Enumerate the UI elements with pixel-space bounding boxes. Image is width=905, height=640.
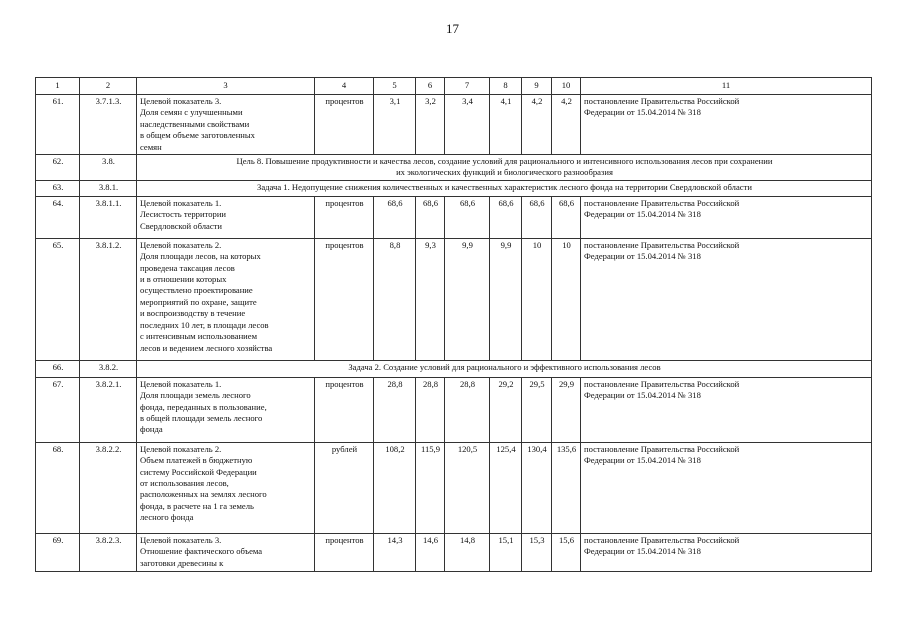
source-cell: [581, 196, 872, 238]
indicators-table: [35, 77, 872, 572]
value-cell: 3,1: [374, 95, 416, 155]
table-body: [36, 78, 872, 572]
row-code-cell: 3.8.2.2.: [80, 442, 137, 533]
indicator-text-line: Целевой показатель 2.: [140, 443, 222, 454]
indicator-text-line: от использования лесов,: [140, 478, 229, 489]
value-cell: 130,4: [522, 442, 552, 533]
source-text-line: постановление Правительства Российской: [584, 197, 740, 208]
value-cell: 9,9: [445, 238, 490, 360]
row-code-cell: 3.8.1.2.: [80, 238, 137, 360]
indicator-text-line: Свердловской области: [140, 220, 223, 231]
row-number-cell: 69.: [36, 533, 80, 571]
indicator-cell: [137, 95, 315, 155]
source-cell: [581, 533, 872, 571]
row-number-cell: 65.: [36, 238, 80, 360]
indicator-text-line: лесного фонда: [140, 512, 194, 523]
indicator-text-line: Объем платежей в бюджетную: [140, 455, 253, 466]
indicator-cell: [137, 377, 315, 442]
row-code-cell: 3.8.2.1.: [80, 377, 137, 442]
unit-cell: рублей: [315, 442, 374, 533]
value-cell: 10: [552, 238, 581, 360]
table-row: [36, 360, 872, 377]
goal-cell: [137, 155, 872, 181]
source-text-line: постановление Правительства Российской: [584, 96, 740, 106]
value-cell: 68,6: [445, 196, 490, 238]
indicator-text-line: с интенсивным использованием: [140, 331, 258, 342]
indicator-text-line: систему Российской Федерации: [140, 466, 257, 477]
row-number-cell: 62.: [36, 155, 80, 181]
table-row: [36, 180, 872, 196]
source-text-line: постановление Правительства Российской: [584, 239, 740, 250]
row-code-cell: 3.8.2.3.: [80, 533, 137, 571]
value-cell: 125,4: [490, 442, 522, 533]
value-cell: 15,1: [490, 533, 522, 571]
indicator-text-line: и в отношении которых: [140, 274, 227, 285]
column-number: 9: [522, 78, 552, 95]
value-cell: 15,3: [522, 533, 552, 571]
table-row: [36, 533, 872, 571]
value-cell: 68,6: [416, 196, 445, 238]
value-cell: 29,5: [522, 377, 552, 442]
indicator-text-line: фонда, в расчете на 1 га земель: [140, 500, 254, 511]
indicator-text-line: осуществлено проектирование: [140, 285, 253, 296]
table-row: [36, 442, 872, 533]
source-text-line: Федерации от 15.04.2014 № 318: [584, 455, 701, 466]
indicator-cell: [137, 238, 315, 360]
row-number-cell: 66.: [36, 360, 80, 377]
source-cell: [581, 238, 872, 360]
value-cell: 9,9: [490, 238, 522, 360]
source-text-line: Федерации от 15.04.2014 № 318: [584, 107, 701, 118]
indicator-text-line: Целевой показатель 1.: [140, 197, 222, 208]
value-cell: 120,5: [445, 442, 490, 533]
value-cell: 14,3: [374, 533, 416, 571]
row-code-cell: 3.8.1.1.: [80, 196, 137, 238]
unit-cell: процентов: [315, 95, 374, 155]
column-number: 6: [416, 78, 445, 95]
source-text-line: Федерации от 15.04.2014 № 318: [584, 251, 701, 262]
indicator-text-line: Доля площади земель лесного: [140, 390, 251, 401]
row-number-cell: 67.: [36, 377, 80, 442]
value-cell: 4,2: [552, 95, 581, 155]
value-cell: 68,6: [552, 196, 581, 238]
indicator-text-line: фонда: [140, 424, 163, 435]
value-cell: 28,8: [374, 377, 416, 442]
row-number-cell: 64.: [36, 196, 80, 238]
value-cell: 108,2: [374, 442, 416, 533]
row-number-cell: 63.: [36, 180, 80, 196]
value-cell: 115,9: [416, 442, 445, 533]
indicator-text-line: расположенных на землях лесного: [140, 489, 267, 500]
value-cell: 14,6: [416, 533, 445, 571]
task-cell: Задача 2. Создание условий для рационального и эффективного использования лесов: [137, 360, 872, 377]
page-number: 17: [446, 21, 459, 36]
row-code-cell: 3.8.: [80, 155, 137, 181]
indicator-text-line: заготовки древесины к: [140, 557, 224, 568]
value-cell: 3,2: [416, 95, 445, 155]
row-code-cell: 3.8.1.: [80, 180, 137, 196]
value-cell: 29,2: [490, 377, 522, 442]
column-number: 1: [36, 78, 80, 95]
column-number: 8: [490, 78, 522, 95]
source-text-line: Федерации от 15.04.2014 № 318: [584, 390, 701, 401]
indicator-text-line: Целевой показатель 1.: [140, 378, 222, 389]
unit-cell: процентов: [315, 377, 374, 442]
value-cell: 68,6: [374, 196, 416, 238]
indicator-cell: [137, 533, 315, 571]
indicator-cell: [137, 196, 315, 238]
indicator-text-line: проведена таксация лесов: [140, 262, 235, 273]
value-cell: 28,8: [416, 377, 445, 442]
table-row: [36, 95, 872, 155]
indicator-text-line: в общем объеме заготовленных: [140, 130, 255, 141]
value-cell: 135,6: [552, 442, 581, 533]
column-number-row: [36, 78, 872, 95]
value-cell: 15,6: [552, 533, 581, 571]
column-number: 11: [581, 78, 872, 95]
indicator-text-line: в общей площади земель лесного: [140, 413, 263, 424]
column-number: 5: [374, 78, 416, 95]
value-cell: 4,2: [522, 95, 552, 155]
table-row: [36, 155, 872, 181]
indicator-text-line: и воспроизводству в течение: [140, 308, 246, 319]
value-cell: 14,8: [445, 533, 490, 571]
goal-text-line: Цель 8. Повышение продуктивности и качества лесов, создание условий для рационального и интенсивного использования лесов при сохранении: [236, 156, 773, 167]
table-row: [36, 238, 872, 360]
indicator-text-line: Доля семян с улучшенными: [140, 107, 243, 118]
indicator-text-line: Целевой показатель 3.: [140, 96, 222, 106]
source-text-line: постановление Правительства Российской: [584, 378, 740, 389]
indicator-text-line: лесов и ведением лесного хозяйства: [140, 342, 273, 353]
row-code-cell: 3.8.2.: [80, 360, 137, 377]
indicator-text-line: последних 10 лет, в площади лесов: [140, 319, 269, 330]
unit-cell: процентов: [315, 196, 374, 238]
column-number: 10: [552, 78, 581, 95]
column-number: 7: [445, 78, 490, 95]
unit-cell: процентов: [315, 238, 374, 360]
indicator-text-line: семян: [140, 141, 162, 152]
row-number-cell: 68.: [36, 442, 80, 533]
source-cell: [581, 95, 872, 155]
indicator-text-line: Целевой показатель 3.: [140, 534, 222, 545]
value-cell: 29,9: [552, 377, 581, 442]
indicator-text-line: Отношение фактического объема: [140, 546, 263, 557]
indicator-text-line: Доля площади лесов, на которых: [140, 251, 261, 262]
column-number: 4: [315, 78, 374, 95]
value-cell: 28,8: [445, 377, 490, 442]
indicator-text-line: наследственными свойствами: [140, 118, 250, 129]
value-cell: 68,6: [522, 196, 552, 238]
indicator-text-line: мероприятий по охране, защите: [140, 296, 257, 307]
source-text-line: постановление Правительства Российской: [584, 534, 740, 545]
source-text-line: постановление Правительства Российской: [584, 443, 740, 454]
task-cell: Задача 1. Недопущение снижения количественных и качественных характеристик лесного фонда на территории Свердловской области: [137, 180, 872, 196]
value-cell: 68,6: [490, 196, 522, 238]
row-code-cell: 3.7.1.3.: [80, 95, 137, 155]
indicator-text-line: Целевой показатель 2.: [140, 239, 222, 250]
value-cell: 4,1: [490, 95, 522, 155]
value-cell: 3,4: [445, 95, 490, 155]
source-cell: [581, 442, 872, 533]
row-number-cell: 61.: [36, 95, 80, 155]
table-row: [36, 196, 872, 238]
column-number: 2: [80, 78, 137, 95]
source-text-line: Федерации от 15.04.2014 № 318: [584, 209, 701, 220]
indicator-text-line: фонда, переданных в пользование,: [140, 401, 267, 412]
value-cell: 10: [522, 238, 552, 360]
indicator-cell: [137, 442, 315, 533]
indicator-text-line: Лесистость территории: [140, 209, 227, 220]
source-text-line: Федерации от 15.04.2014 № 318: [584, 546, 701, 557]
table-row: [36, 377, 872, 442]
unit-cell: процентов: [315, 533, 374, 571]
column-number: 3: [137, 78, 315, 95]
value-cell: 9,3: [416, 238, 445, 360]
goal-text-line: их экологических функций и биологического разнообразия: [396, 167, 613, 178]
source-cell: [581, 377, 872, 442]
value-cell: 8,8: [374, 238, 416, 360]
